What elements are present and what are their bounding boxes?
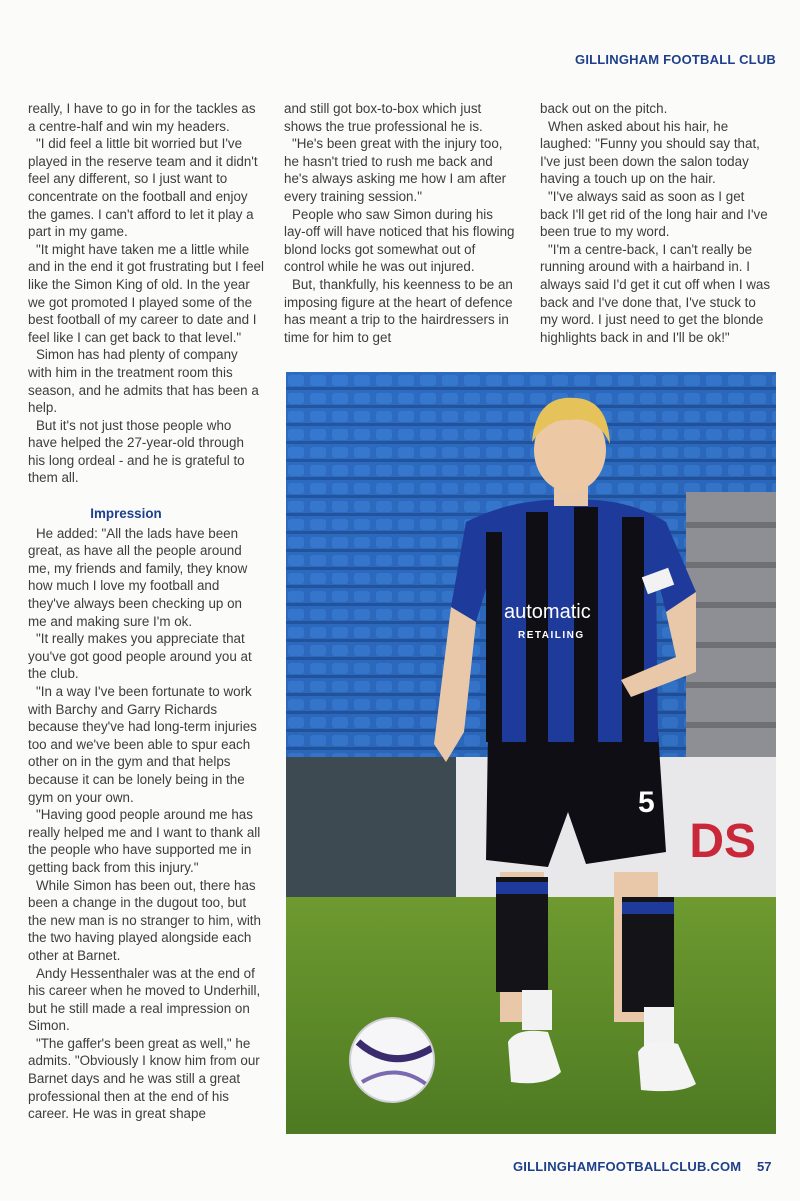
paragraph: Andy Hessenthaler was at the end of his career when he moved to Underhill, but he still made a real impression on Simon. (28, 965, 261, 1034)
paragraph: "I did feel a little bit worried but I've played in the reserve team and it didn't feel any different, so I just want to concentrate on the football and enjoy the games. I can't afford to let it play a part in my game. (28, 136, 258, 240)
paragraph: "It might have taken me a little while and in the end it got frustrating but I feel like the Simon King of old. In the year we got promoted I played some of the best football of my career to date and I feel like I can get back to that level." (28, 241, 264, 345)
shirt-sponsor-line2: RETAILING (518, 630, 585, 641)
player-photo (286, 372, 776, 1134)
shirt-sponsor-line1: automatic (504, 601, 591, 623)
paragraph: When asked about his hair, he laughed: "Funny you should say that, I've just been down the salon today having a touch up on the hair. (540, 118, 760, 187)
paragraph: People who saw Simon during his lay-off will have noticed that his flowing blond locks got somewhat out of control while he was out injured. (284, 206, 515, 275)
footer-url: GILLINGHAMFOOTBALLCLUB.COM (513, 1159, 742, 1174)
article-column-1 (28, 100, 264, 1123)
shorts-number: 5 (638, 786, 655, 819)
paragraph: While Simon has been out, there has been a change in the dugout too, but the new man is no stranger to him, with the two having played alongside each other at Barnet. (28, 877, 261, 963)
paragraph: "He's been great with the injury too, he hasn't tried to rush me back and he's always asking me how I am after every training session." (284, 136, 507, 204)
paragraph: Simon has had plenty of company with him in the treatment room this season, and he admits that has been a help. (28, 347, 259, 416)
paragraph: "I'm a centre-back, I can't really be running around with a hairband in. I always said I'd get it cut off when I was back and I've done that, I've stuck to my word. I just need to get the blonde highlights back in and I'll be ok!" (540, 241, 771, 345)
paragraph: back out on the pitch. (540, 101, 668, 116)
paragraph: "I've always said as soon as I get back I'll get rid of the long hair and I've been true to my word. (540, 188, 768, 240)
subheading: Impression (90, 506, 162, 522)
player-photo-illustration (286, 372, 776, 1134)
club-header: GILLINGHAM FOOTBALL CLUB (575, 52, 776, 67)
paragraph: and still got box-to-box which just shows the true professional he is. (284, 101, 483, 134)
article-column-2 (284, 100, 517, 346)
article-column-3 (540, 100, 772, 346)
paragraph: "It really makes you appreciate that you've got good people around you at the club. (28, 631, 252, 682)
paragraph: "The gaffer's been great as well," he admits. "Obviously I know him from our Barnet days and he was still a great professional then at the end of his career. He was in great shape (28, 1035, 260, 1122)
page-number: 57 (757, 1159, 772, 1174)
paragraph: really, I have to go in for the tackles as a centre-half and win my headers. (28, 101, 256, 134)
hoarding-text: DS (689, 815, 756, 868)
paragraph: But it's not just those people who have helped the 27-year-old through his long ordeal - and he is grateful to them all. (28, 417, 245, 486)
paragraph: He added: "All the lads have been great, as have all the people around me, my friends and family, they know how much I love my football and they've always been checking up on me and making sure I'm ok. (28, 525, 248, 629)
paragraph: "In a way I've been fortunate to work with Barchy and Garry Richards because they've had long-term injuries too and we've been able to spur each other on in the gym and that helps because it can be lonely being in the gym on your own. (28, 684, 257, 805)
paragraph: But, thankfully, his keenness to be an imposing figure at the heart of defence has meant a trip to the hairdressers in time for him to get (284, 276, 513, 345)
paragraph: "Having good people around me has really helped me and I want to thank all the people who have supported me in getting back from this injury." (28, 807, 261, 875)
